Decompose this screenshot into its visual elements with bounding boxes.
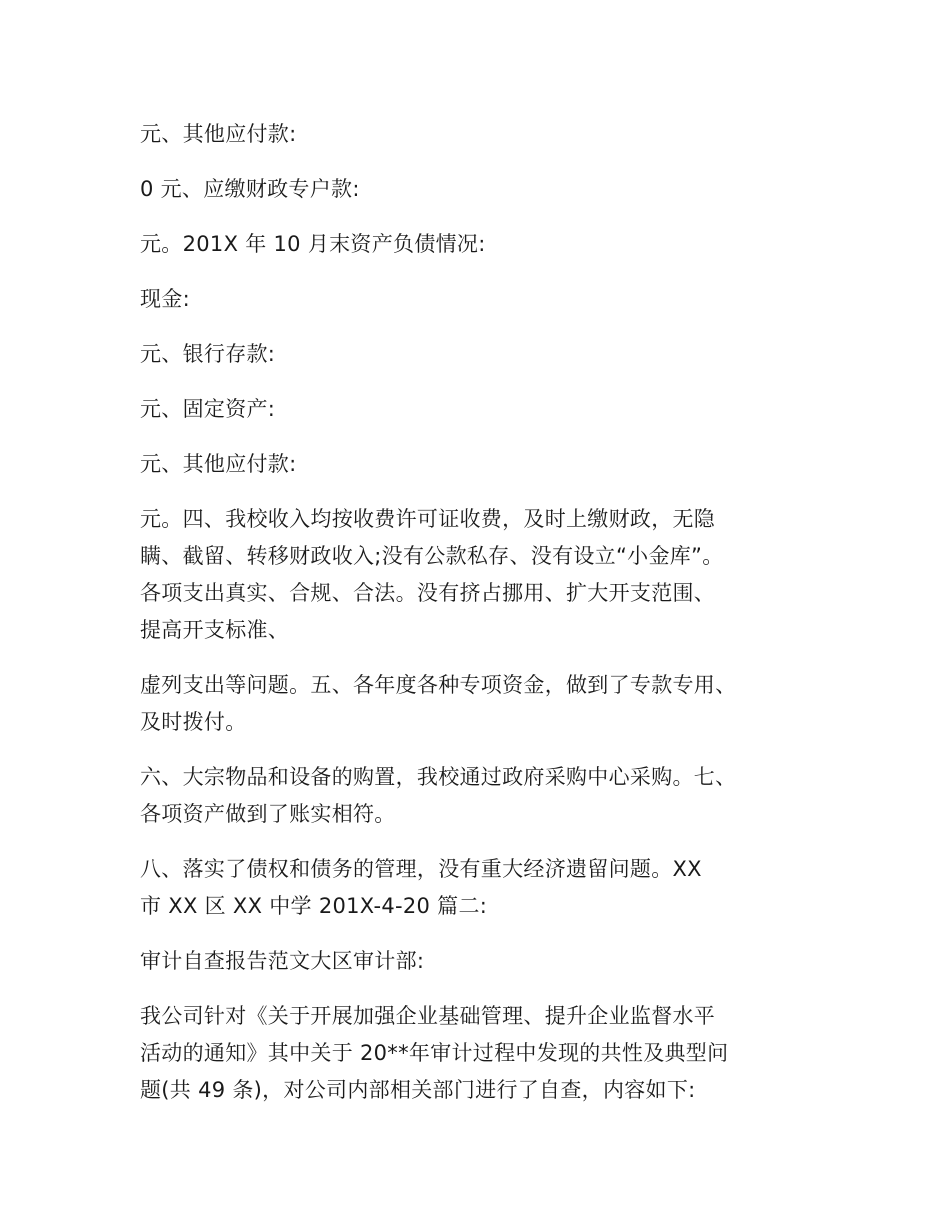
paragraph-8: 元。四、我校收入均按收费许可证收费，及时上缴财政，无隐 瞒、截留、转移财政收入;没有公款私存、没有设立“小金库”。 各项支出真实、合规、合法。没有挤占挪用、扩大开支范围、 提高开支标准、	[140, 507, 724, 642]
paragraph-9: 虚列支出等问题。五、各年度各种专项资金，做到了专款专用、 及时拨付。	[140, 673, 737, 734]
document-body	[140, 116, 840, 1127]
paragraph-6: 元、固定资产:	[140, 397, 276, 421]
paragraph-4: 现金:	[140, 287, 190, 311]
paragraph-13: 我公司针对《关于开展加强企业基础管理、提升企业监督水平 活动的通知》其中关于 20**年审计过程中发现的共性及典型问 题(共 49 条)，对公司内部相关部门进行了自查，内容如下:	[140, 1004, 729, 1102]
paragraph-10: 六、大宗物品和设备的购置，我校通过政府采购中心采购。七、 各项资产做到了账实相符。	[140, 765, 737, 826]
paragraph-5: 元、银行存款:	[140, 342, 276, 366]
paragraph-11: 八、落实了债权和债务的管理，没有重大经济遗留问题。XX 市 XX 区 XX 中学 201X-4-20 篇二:	[140, 857, 702, 918]
paragraph-3: 元。201X 年 10 月末资产负债情况:	[140, 232, 486, 256]
paragraph-7: 元、其他应付款:	[140, 452, 297, 476]
paragraph-12: 审计自查报告范文大区审计部:	[140, 949, 425, 973]
paragraph-2: 0 元、应缴财政专户款:	[140, 177, 360, 201]
paragraph-1: 元、其他应付款:	[140, 122, 297, 146]
